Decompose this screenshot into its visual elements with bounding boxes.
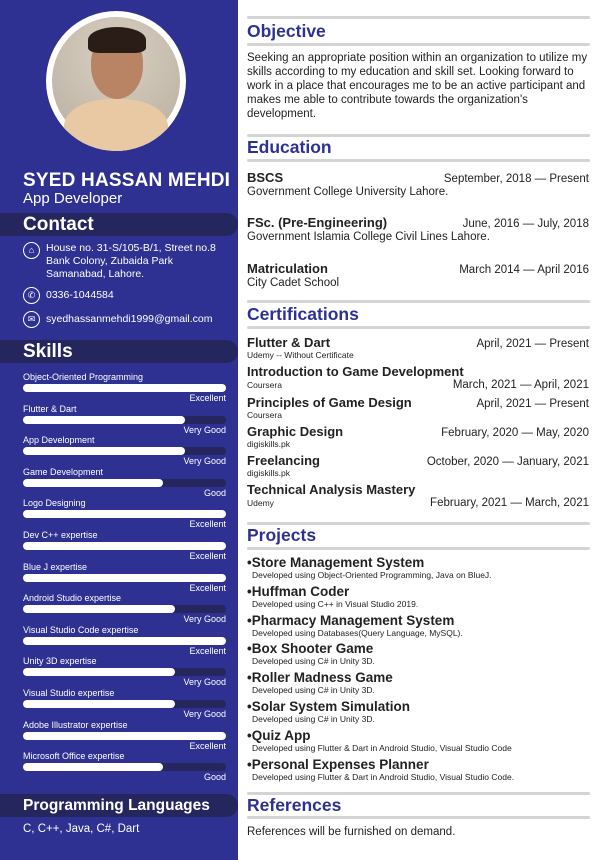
email-text[interactable]: syedhassanmehdi1999@gmail.com: [46, 313, 213, 325]
project-item: [247, 699, 410, 725]
divider: [247, 159, 590, 162]
school: Government Islamia College Civil Lines Lahore.: [247, 231, 490, 243]
project-title: •Personal Expenses Planner: [247, 756, 429, 772]
email-row: [23, 311, 213, 328]
skill-label: Android Studio expertise: [23, 593, 122, 604]
divider: [247, 16, 590, 19]
dates: February, 2020 — May, 2020: [441, 427, 589, 439]
project-title: •Quiz App: [247, 727, 311, 743]
skill-rating: Excellent: [189, 393, 226, 403]
skill-label: Blue J expertise: [23, 561, 88, 572]
skill-item: [23, 720, 227, 752]
address-row: [23, 242, 228, 281]
skill-rating: Very Good: [183, 708, 226, 719]
cert-issuer: Udemy: [247, 498, 274, 508]
degree: BSCS: [247, 170, 284, 185]
skill-rating: Very Good: [183, 424, 226, 435]
dates: April, 2021 — Present: [476, 338, 589, 350]
education-entry: [247, 261, 589, 276]
skill-bar-fill: [23, 668, 175, 676]
cert-issuer: Coursera: [247, 380, 282, 390]
education-heading: Education: [247, 137, 332, 157]
skill-bar-track: [23, 479, 226, 487]
skill-bar-track: [23, 510, 226, 518]
skill-item: [23, 372, 227, 404]
skill-label: Dev C++ expertise: [23, 529, 98, 540]
project-description: Developed using C++ in Visual Studio 2019.: [252, 598, 419, 609]
skill-item: [23, 562, 227, 594]
cert-name: Technical Analysis Mastery: [247, 482, 416, 497]
project-name: Huffman Coder: [251, 583, 350, 599]
projects-heading: Projects: [247, 525, 317, 545]
skill-bar-fill: [23, 510, 226, 518]
skill-label: Adobe Illustrator expertise: [23, 719, 128, 730]
skill-bar-track: [23, 384, 226, 392]
cert-sub-row: [247, 379, 589, 391]
cert-issuer: Coursera: [247, 410, 282, 420]
skill-bar-track: [23, 763, 226, 771]
dates: March 2014 — April 2016: [459, 264, 589, 276]
skill-bar-fill: [23, 542, 226, 550]
project-description: Developed using Flutter & Dart in Android Studio, Visual Studio Code: [252, 742, 512, 753]
skill-label: Unity 3D expertise: [23, 656, 97, 667]
skill-label: Game Development: [23, 466, 104, 477]
skill-bar-fill: [23, 447, 185, 455]
project-title: •Roller Madness Game: [247, 670, 393, 686]
education-entry: [247, 170, 589, 185]
project-name: Pharmacy Management System: [251, 612, 455, 628]
project-name: Box Shooter Game: [251, 641, 374, 657]
school: Government College University Lahore.: [247, 186, 449, 198]
skill-rating: Excellent: [189, 519, 226, 530]
cert-row: [247, 395, 589, 410]
cert-row: [247, 335, 589, 350]
objective-text: Seeking an appropriate position within an organization to utilize my skills according to my education and skill set. Looking forward to work in a place that encourages me to be an active participant and makes me able to contribute towards the organization's development.: [247, 52, 588, 120]
education-entry: [247, 215, 589, 230]
school: City Cadet School: [247, 277, 340, 289]
skill-rating: Good: [203, 487, 226, 498]
dates: October, 2020 — January, 2021: [426, 456, 589, 468]
project-description: Developed using Databases(Query Language, MySQL).: [252, 627, 463, 638]
project-item: [247, 584, 418, 610]
skill-bar-fill: [23, 763, 163, 771]
project-title: •Solar System Simulation: [247, 699, 411, 714]
project-description: Developed using C# in Unity 3D.: [252, 656, 375, 667]
project-name: Store Management System: [251, 555, 425, 570]
address-text: House no. 31-S/105-B/1, Street no.8 Bank Colony, Zubaida Park Samanabad, Lahore.: [46, 242, 216, 280]
divider: [247, 43, 590, 46]
skill-item: [23, 435, 227, 467]
skill-rating: Excellent: [189, 645, 226, 656]
skill-bar-fill: [23, 574, 226, 582]
skills-heading: Skills: [0, 340, 238, 363]
skill-item: [23, 530, 227, 562]
skill-label: Microsoft Office expertise: [23, 751, 125, 762]
skill-bar-track: [23, 732, 226, 740]
certifications-heading: Certifications: [247, 304, 359, 324]
cert-name: Principles of Game Design: [247, 395, 412, 410]
languages-heading: Programming Languages: [0, 794, 238, 817]
dates: September, 2018 — Present: [443, 173, 589, 185]
divider: [247, 547, 590, 550]
mail-icon: ✉: [23, 311, 40, 328]
skill-bar-fill: [23, 637, 226, 645]
cert-name: Freelancing: [247, 453, 320, 468]
profile-photo: [46, 11, 186, 151]
skill-label: Flutter & Dart: [23, 403, 77, 414]
skill-label: Visual Studio expertise: [23, 687, 115, 698]
skill-bar-fill: [23, 479, 163, 487]
project-title: •Pharmacy Management System: [247, 612, 455, 628]
project-title: •Huffman Coder: [247, 583, 350, 599]
skill-bar-track: [23, 542, 226, 550]
project-item: [247, 670, 393, 696]
phone-text: 0336-1044584: [46, 289, 114, 301]
cert-name: Flutter & Dart: [247, 335, 331, 350]
skill-bar-fill: [23, 416, 185, 424]
project-title: •Box Shooter Game: [247, 641, 374, 657]
skill-bar-track: [23, 447, 226, 455]
cert-row: [247, 424, 589, 439]
skill-bar-track: [23, 668, 226, 676]
project-item: [247, 641, 375, 667]
skill-item: [23, 625, 227, 657]
degree: Matriculation: [247, 261, 328, 276]
skill-rating: Very Good: [183, 677, 226, 688]
skill-bar-fill: [23, 732, 226, 740]
skill-item: [23, 751, 227, 783]
job-title: App Developer: [23, 190, 123, 207]
dates: June, 2016 — July, 2018: [462, 218, 589, 230]
skill-rating: Very Good: [183, 456, 226, 467]
skill-bar-track: [23, 700, 226, 708]
skill-item: [23, 656, 227, 688]
cert-row: [247, 453, 589, 468]
project-item: [247, 757, 514, 783]
phone-row: [23, 287, 114, 304]
skill-rating: Very Good: [183, 614, 226, 625]
project-item: [247, 613, 463, 639]
skill-item: [23, 467, 227, 499]
skill-item: [23, 498, 227, 530]
skill-rating: Excellent: [189, 582, 226, 593]
dates: February, 2021 — March, 2021: [430, 497, 589, 509]
dates: April, 2021 — Present: [476, 398, 589, 410]
cert-issuer: digiskills.pk: [247, 439, 290, 449]
skill-rating: Good: [203, 772, 226, 783]
cert-name: Graphic Design: [247, 424, 344, 439]
person-name: SYED HASSAN MEHDI: [23, 170, 231, 191]
skill-label: Logo Designing: [23, 498, 86, 509]
divider: [247, 326, 590, 329]
skill-bar-track: [23, 416, 226, 424]
cert-issuer: digiskills.pk: [247, 468, 290, 478]
skill-bar-track: [23, 605, 226, 613]
languages-text: C, C++, Java, C#, Dart: [23, 823, 140, 835]
skill-item: [23, 688, 227, 720]
project-description: Developed using Flutter & Dart in Android Studio, Visual Studio Code.: [252, 771, 515, 782]
skills-list: [23, 372, 227, 783]
cert-name: Introduction to Game Development: [247, 364, 464, 379]
cert-sub-row: [247, 497, 589, 509]
project-description: Developed using C# in Unity 3D.: [252, 714, 375, 724]
skill-bar-fill: [23, 605, 175, 613]
skill-bar-track: [23, 574, 226, 582]
skill-bar-fill: [23, 700, 175, 708]
dates: March, 2021 — April, 2021: [452, 379, 589, 391]
divider: [247, 300, 590, 303]
objective-heading: Objective: [247, 21, 326, 41]
skill-label: Visual Studio Code expertise: [23, 624, 139, 635]
cert-issuer: Udemy -- Without Certificate: [247, 350, 354, 360]
skill-label: Object-Oriented Programming: [23, 372, 144, 382]
project-description: Developed using C# in Unity 3D.: [252, 685, 375, 696]
references-text: References will be furnished on demand.: [247, 826, 456, 838]
contact-heading: Contact: [0, 213, 238, 236]
phone-icon: ✆: [23, 287, 40, 304]
skill-bar-fill: [23, 384, 226, 392]
degree: FSc. (Pre-Engineering): [247, 215, 388, 230]
home-icon: ⌂: [23, 242, 40, 259]
project-name: Quiz App: [251, 727, 311, 743]
project-item: [247, 555, 492, 581]
skill-label: App Development: [23, 435, 95, 446]
skill-item: [23, 593, 227, 625]
project-name: Solar System Simulation: [251, 699, 411, 714]
project-item: [247, 728, 512, 754]
project-description: Developed using Object-Oriented Programming, Java on BlueJ.: [252, 570, 492, 580]
skill-rating: Excellent: [189, 740, 226, 751]
project-name: Roller Madness Game: [251, 670, 393, 686]
skill-item: [23, 404, 227, 436]
divider: [247, 816, 590, 819]
skill-rating: Excellent: [189, 550, 226, 561]
project-title: •Store Management System: [247, 555, 425, 570]
sidebar: [0, 0, 238, 860]
project-name: Personal Expenses Planner: [251, 756, 429, 772]
skill-bar-track: [23, 637, 226, 645]
references-heading: References: [247, 795, 342, 815]
